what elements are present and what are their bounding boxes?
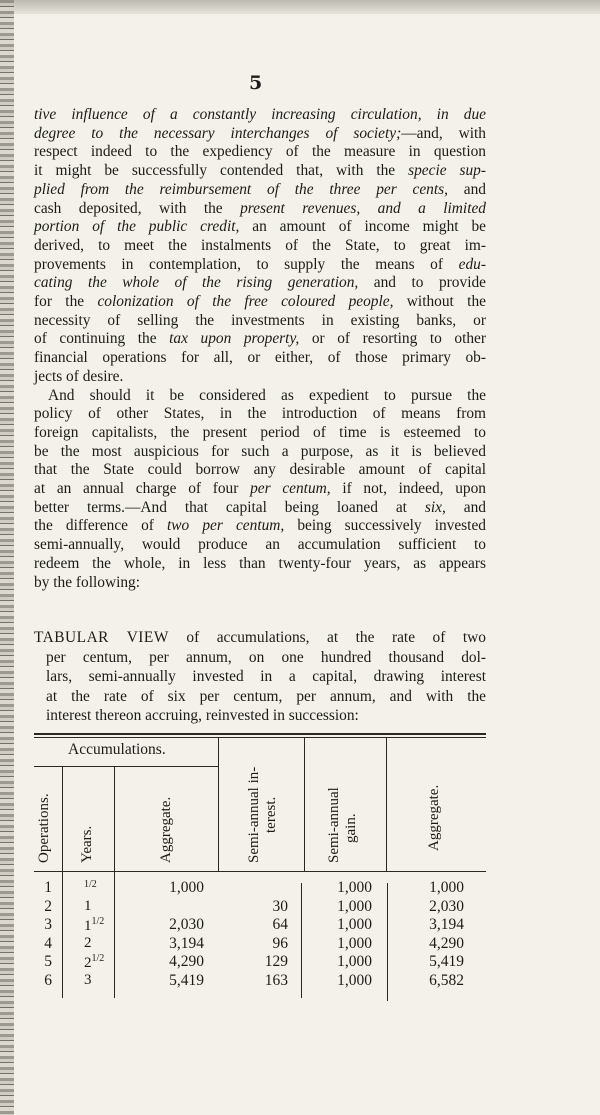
col-divider xyxy=(114,766,115,998)
cell-aggregate-right: 6,582 xyxy=(429,972,464,989)
text-line: necessity of selling the investments in existing banks, or xyxy=(34,311,486,329)
tabular-heading-line: lars, semi-annually invested in a capital, drawing interest xyxy=(46,668,486,685)
text-line: jects of desire. xyxy=(34,367,124,385)
cell-operation: 5 xyxy=(44,953,52,971)
cell-years: 1 xyxy=(84,897,92,914)
cell-years: $1^{1/2}$ xyxy=(84,916,105,935)
cell-aggregate-left: 5,419 xyxy=(169,972,204,989)
cell-years: $2^{1/2}$ xyxy=(84,953,105,972)
cell-semi-annual-gain: 1,000 xyxy=(337,953,372,971)
cell-semi-annual-gain: 1,000 xyxy=(337,916,372,934)
cell-aggregate-right: 5,419 xyxy=(429,953,464,971)
cell-aggregate-left: 3,194 xyxy=(169,934,204,952)
header-operations: Operations. xyxy=(36,793,52,863)
text-line: provements in contemplation, to supply the means of edu- xyxy=(34,255,486,273)
scan-top-edge xyxy=(0,0,600,14)
paragraph-1 xyxy=(34,106,486,387)
text-line: plied from the reimbursement of the three per cents, and xyxy=(34,180,486,198)
text-line: be the most auspicious for such a purpose, as it is believed xyxy=(34,442,486,460)
tabular-view-heading xyxy=(34,628,486,726)
col-divider xyxy=(386,737,387,872)
text-line: cating the whole of the rising generation, and to provide xyxy=(34,274,486,292)
text-line: portion of the public credit, an amount of income might be xyxy=(34,218,486,236)
cell-aggregate-right: 2,030 xyxy=(429,897,464,915)
text-line: that the State could borrow any desirable amount of capital xyxy=(34,461,486,479)
tabular-heading-line: interest thereon accruing, reinvested in succession: xyxy=(46,707,359,724)
cell-years: 2 xyxy=(84,934,92,951)
cell-operation: 2 xyxy=(44,897,52,915)
col-divider xyxy=(62,766,63,998)
group-header-accumulations: Accumulations. xyxy=(68,741,166,758)
accumulation-table xyxy=(34,733,486,1013)
text-line: by the following: xyxy=(34,573,141,591)
col-divider xyxy=(304,737,305,872)
tabular-view-lead: TABULAR VIEW xyxy=(34,629,169,646)
header-aggregate-left: Aggregate. xyxy=(158,796,174,863)
text-line: at an annual charge of four per centum, if not, indeed, upon xyxy=(34,480,487,498)
text-line: financial operations for all, or either, of those primary ob- xyxy=(34,349,486,367)
cell-aggregate-right: 1,000 xyxy=(429,879,464,896)
tabular-heading-line: per centum, per annum, on one hundred thousand dol- xyxy=(46,648,486,666)
tabular-heading-line: at the rate of six per centum, per annum, and with the xyxy=(46,687,486,705)
text-line: foreign capitalists, the present period of time is esteemed to xyxy=(34,423,486,441)
cell-years: 1/2 xyxy=(84,879,97,890)
text-line: of continuing the tax upon property, or of resorting to other xyxy=(34,330,487,348)
text-line: tive influence of a constantly increasing circulation, in due xyxy=(34,106,486,123)
cell-aggregate-left: 2,030 xyxy=(169,916,204,934)
cell-semi-annual-interest: 30 xyxy=(272,897,288,915)
cell-aggregate-left: 4,290 xyxy=(169,953,204,971)
body-text xyxy=(34,106,486,592)
cell-semi-annual-gain: 1,000 xyxy=(337,972,372,989)
text-line: And should it be considered as expedient to pursue the xyxy=(48,386,486,404)
book-spine-edge xyxy=(0,0,14,1115)
cell-operation: 4 xyxy=(44,934,52,952)
text-line: respect indeed to the expediency of the measure in question xyxy=(34,143,486,161)
cell-aggregate-right: 3,194 xyxy=(429,916,464,934)
cell-aggregate-left: 1,000 xyxy=(169,879,204,896)
text-line: semi-annually, would produce an accumulation sufficient to xyxy=(34,536,486,554)
cell-operation: 1 xyxy=(44,879,52,896)
cell-aggregate-right: 4,290 xyxy=(429,934,464,952)
text-line: degree to the necessary interchanges of society;—and, with xyxy=(34,124,486,142)
cell-semi-annual-interest: 64 xyxy=(272,916,288,934)
text-line: better terms.—And that capital being loaned at six, and xyxy=(34,498,486,516)
header-semi-annual-gain: Semi-annual gain. xyxy=(326,787,359,863)
cell-operation: 3 xyxy=(44,916,52,934)
header-aggregate-right: Aggregate. xyxy=(426,784,442,851)
cell-semi-annual-interest: 96 xyxy=(272,934,288,952)
table-top-rule xyxy=(34,733,486,735)
header-bottom-rule xyxy=(34,871,486,872)
header-years: Years. xyxy=(79,825,95,863)
cell-semi-annual-gain: 1,000 xyxy=(337,934,372,952)
cell-years: 3 xyxy=(84,972,92,988)
page-number: 5 xyxy=(249,72,263,94)
col-divider xyxy=(301,883,302,998)
col-divider xyxy=(218,737,219,872)
text-line: policy of other States, in the introduction of means from xyxy=(34,405,486,423)
text-line: redeem the whole, in less than twenty-four years, as appears xyxy=(34,554,486,572)
text-line: derived, to meet the instalments of the State, to great im- xyxy=(34,236,486,254)
paragraph-2 xyxy=(34,387,486,593)
cell-operation: 6 xyxy=(44,972,52,989)
cell-semi-annual-interest: 163 xyxy=(264,972,288,989)
text-line: for the colonization of the free coloured people, without the xyxy=(34,293,486,311)
table-top-rule-2 xyxy=(34,737,486,738)
text-line: it might be successfully contended that, with the specie sup- xyxy=(34,162,486,180)
text-line: the difference of two per centum, being successively invested xyxy=(34,517,486,535)
text-line: cash deposited, with the present revenues, and a limited xyxy=(34,199,486,217)
col-divider xyxy=(387,883,388,1001)
header-semi-annual-interest: Semi-annual in- terest. xyxy=(246,766,279,863)
cell-semi-annual-gain: 1,000 xyxy=(337,879,372,896)
cell-semi-annual-gain: 1,000 xyxy=(337,897,372,915)
tabular-heading-line-1: TABULAR VIEW of accumulations, at the rate of two xyxy=(34,629,486,646)
cell-semi-annual-interest: 129 xyxy=(264,953,288,971)
